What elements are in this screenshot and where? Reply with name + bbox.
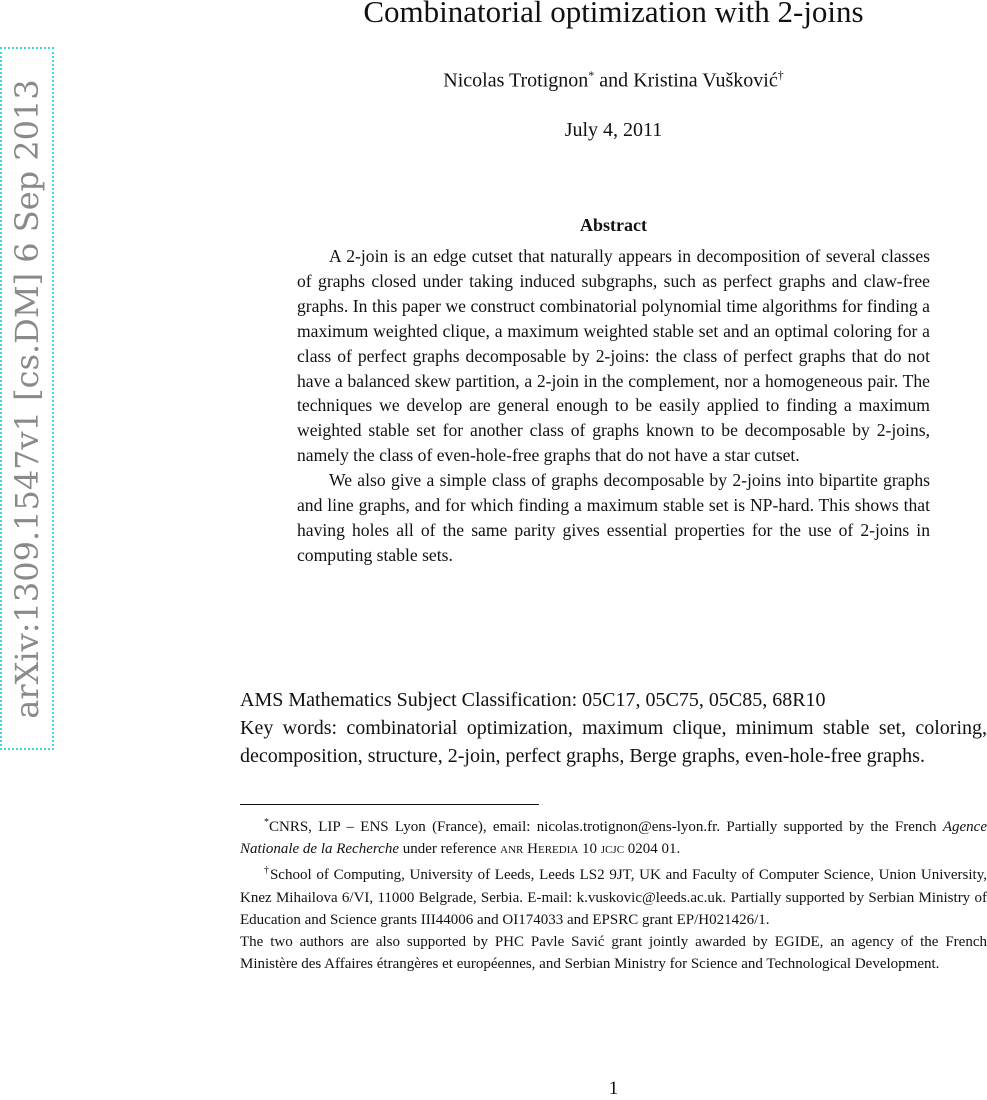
author-conjunction: and	[594, 69, 634, 92]
subject-classification: AMS Mathematics Subject Classification: 05C17, 05C75, 05C85, 68R10	[240, 689, 826, 711]
paper-metadata	[240, 686, 987, 770]
agency-name: Agence Nationale de la Recherche	[240, 819, 987, 858]
arxiv-stamp	[0, 47, 54, 750]
author-line	[240, 68, 987, 93]
footnote-text: 0204 01.	[624, 841, 681, 858]
footnote-mark: *	[264, 817, 269, 828]
footnotes	[240, 812, 987, 975]
footnote-text: under reference	[398, 841, 501, 858]
author-name: Kristina Vušković	[633, 69, 778, 92]
footnote-rule	[240, 804, 539, 805]
footnote: The two authors are also supported by PHC Pavle Savić grant jointly awarded by EGIDE, an agency of the French Ministère des Affaires étrangères et européennes, and Serbian Ministry for Science and Technological Development.	[240, 934, 987, 973]
abstract-heading: Abstract	[580, 215, 647, 235]
abstract-body	[297, 244, 930, 568]
footnote-mark: †	[777, 68, 784, 82]
footnote-mark: *	[588, 68, 595, 82]
keywords: Key words: combinatorial optimization, maximum clique, minimum stable set, coloring, decomposition, structure, 2-join, perfect graphs, Berge graphs, even-hole-free graphs.	[240, 717, 987, 767]
footnote	[240, 812, 987, 860]
paper-date: July 4, 2011	[564, 119, 663, 141]
grant-reference: anr Heredia 10 jcjc	[500, 841, 625, 858]
abstract-paragraph: A 2-join is an edge cutset that naturally appears in decomposition of several classes of graphs closed under taking induced subgraphs, such as perfect graphs and claw-free graphs. In this paper we construct combinatorial polynomial time algorithms for finding a maximum weighted clique, a maximum weighted stable set and an optimal coloring for a class of perfect graphs decomposable by 2-joins: the class of perfect graphs that do not have a balanced skew partition, a 2-join in the complement, nor a homogeneous pair. The techniques we develop are general enough to be easily applied to finding a maximum weighted stable set for another class of graphs known to be decomposable by 2-joins, namely the class of even-hole-free graphs that do not have a star cutset.	[297, 246, 930, 466]
abstract-paragraph: We also give a simple class of graphs decomposable by 2-joins into bipartite graphs and line graphs, and for which finding a maximum stable set is NP-hard. This shows that having holes all of the same parity gives essential properties for the use of 2-joins in computing stable sets.	[297, 470, 930, 565]
page-number: 1	[608, 1078, 619, 1099]
arxiv-identifier: arXiv:1309.1547v1 [cs.DM] 6 Sep 2013	[8, 78, 46, 719]
footnote	[240, 860, 987, 931]
paper-title: Combinatorial optimization with 2-joins	[363, 0, 864, 29]
author-name: Nicolas Trotignon	[443, 69, 589, 92]
footnote-text: CNRS, LIP – ENS Lyon (France), email: nicolas.trotignon@ens-lyon.fr. Partially supported by the French	[269, 819, 943, 835]
footnote-text: School of Computing, University of Leeds, Leeds LS2 9JT, UK and Faculty of Computer Science, Union University, Knez Mihailova 6/VI, 11000 Belgrade, Serbia. E-mail: k.vuskovic@leeds.ac.uk. Partially supported by Serbian Ministry of Education and Science grants III44006 and OI174033 and EPSRC grant EP/H021426/1.	[240, 867, 987, 928]
footnote-mark: †	[264, 865, 270, 877]
